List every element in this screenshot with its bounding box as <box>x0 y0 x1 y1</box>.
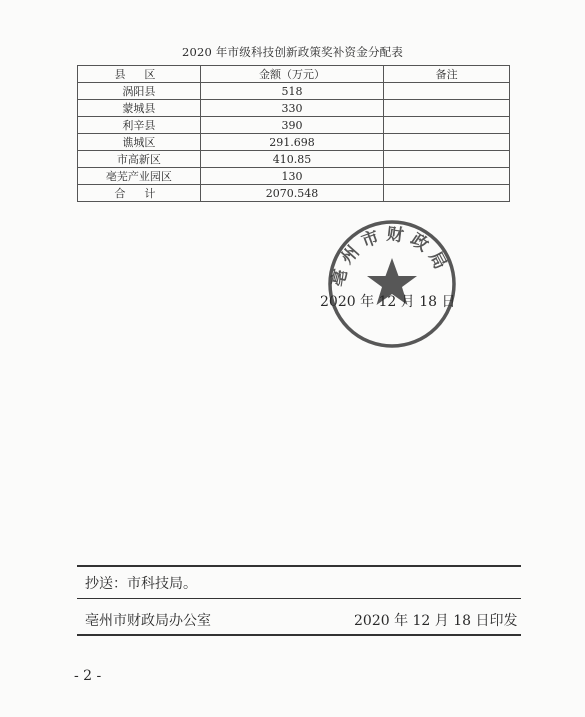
cell-region: 谯城区 <box>78 134 201 151</box>
sign-date: 2020 年 12 月 18 日 <box>320 294 456 310</box>
allocation-table <box>77 65 510 202</box>
cell-amount: 330 <box>200 100 384 117</box>
table-header-row <box>78 66 510 83</box>
cc-line: 抄送：市科技局。 <box>85 576 197 592</box>
cell-region: 亳芜产业园区 <box>78 168 201 185</box>
cell-amount: 390 <box>200 117 384 134</box>
table-title: 2020 年市级科技创新政策奖补资金分配表 <box>181 45 404 59</box>
divider-top <box>77 565 521 567</box>
official-seal <box>325 218 459 350</box>
cell-note <box>384 117 510 134</box>
cell-amount: 410.85 <box>200 151 384 168</box>
print-date: 2020 年 12 月 18 日印发 <box>354 613 518 629</box>
divider-middle <box>77 598 521 599</box>
header-region: 县 区 <box>78 66 201 83</box>
cell-amount: 2070.548 <box>200 185 384 202</box>
cell-note <box>384 100 510 117</box>
table-row <box>78 134 510 151</box>
cell-region: 合 计 <box>78 185 201 202</box>
cell-amount: 518 <box>200 83 384 100</box>
divider-bottom <box>77 634 521 636</box>
table-total-row <box>78 185 510 202</box>
cell-note <box>384 83 510 100</box>
seal-text: 亳州市财政局 <box>328 224 453 289</box>
issuing-office: 亳州市财政局办公室 <box>85 613 211 629</box>
cell-note <box>384 134 510 151</box>
table-row <box>78 100 510 117</box>
table-row <box>78 151 510 168</box>
table-row <box>78 168 510 185</box>
header-amount: 金额（万元） <box>200 66 384 83</box>
cell-note <box>384 168 510 185</box>
header-note: 备注 <box>384 66 510 83</box>
cell-region: 市高新区 <box>78 151 201 168</box>
cell-note <box>384 151 510 168</box>
table-row <box>78 83 510 100</box>
cell-region: 涡阳县 <box>78 83 201 100</box>
table-row <box>78 117 510 134</box>
cell-region: 利辛县 <box>78 117 201 134</box>
cell-note <box>384 185 510 202</box>
cell-amount: 130 <box>200 168 384 185</box>
cell-region: 蒙城县 <box>78 100 201 117</box>
page-number: - 2 - <box>74 668 102 684</box>
cell-amount: 291.698 <box>200 134 384 151</box>
